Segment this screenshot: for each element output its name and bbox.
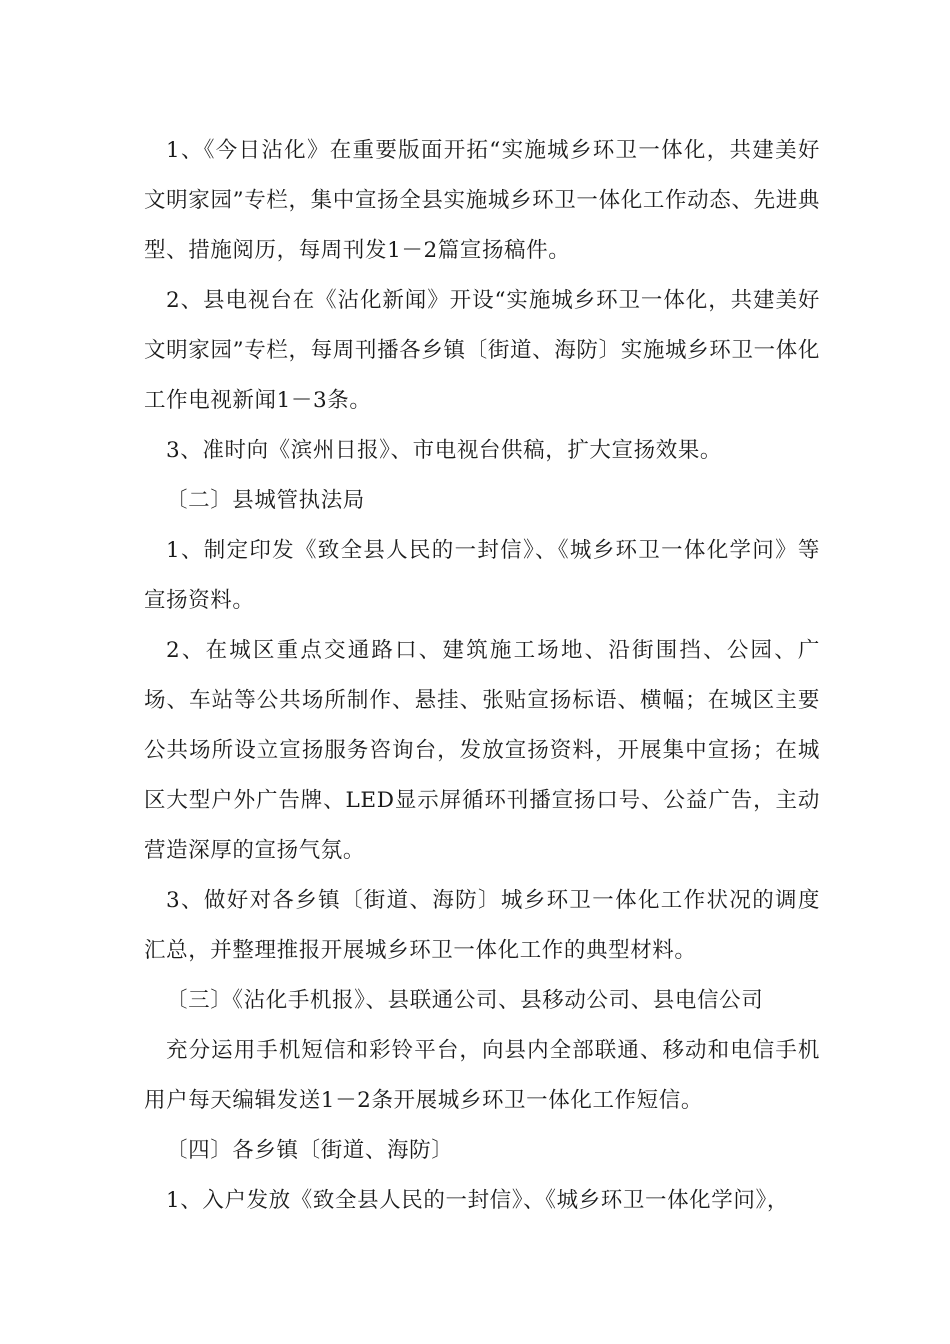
paragraph-7: 充分运用手机短信和彩铃平台，向县内全部联通、移动和电信手机用户每天编辑发送1－2条开展城乡环卫一体化工作短信。 bbox=[144, 1038, 820, 1113]
paragraph-3: 3、准时向《滨州日报》、市电视台供稿，扩大宣扬效果。 bbox=[166, 438, 723, 463]
section-heading-3: 〔三〕《沾化手机报》、县联通公司、县移动公司、县电信公司 bbox=[166, 988, 764, 1013]
section-heading-2: 〔二〕县城管执法局 bbox=[166, 488, 365, 513]
paragraph-5: 2、在城区重点交通路口、建筑施工场地、沿街围挡、公园、广场、车站等公共场所制作、悬挂、张贴宣扬标语、横幅；在城区主要公共场所设立宣扬服务咨询台，发放宣扬资料，开展集中宣扬；在城区大型户外广告牌、LED显示屏循环刊播宣扬口号、公益广告，主动营造深厚的宣扬气氛。 bbox=[144, 638, 820, 863]
paragraph-6: 3、做好对各乡镇〔街道、海防〕城乡环卫一体化工作状况的调度汇总，并整理推报开展城乡环卫一体化工作的典型材料。 bbox=[144, 888, 820, 963]
paragraph-2: 2、县电视台在《沾化新闻》开设“实施城乡环卫一体化，共建美好文明家园”专栏，每周刊播各乡镇〔街道、海防〕实施城乡环卫一体化工作电视新闻1－3条。 bbox=[144, 288, 820, 413]
document-body bbox=[144, 126, 820, 1226]
paragraph-8: 1、入户发放《致全县人民的一封信》、《城乡环卫一体化学问》， bbox=[166, 1188, 789, 1213]
paragraph-4: 1、制定印发《致全县人民的一封信》、《城乡环卫一体化学问》等宣扬资料。 bbox=[144, 538, 820, 613]
section-heading-4: 〔四〕各乡镇〔街道、海防〕 bbox=[166, 1138, 454, 1163]
paragraph-1: 1、《今日沾化》在重要版面开拓“实施城乡环卫一体化，共建美好文明家园”专栏，集中宣扬全县实施城乡环卫一体化工作动态、先进典型、措施阅历，每周刊发1－2篇宣扬稿件。 bbox=[144, 138, 820, 263]
